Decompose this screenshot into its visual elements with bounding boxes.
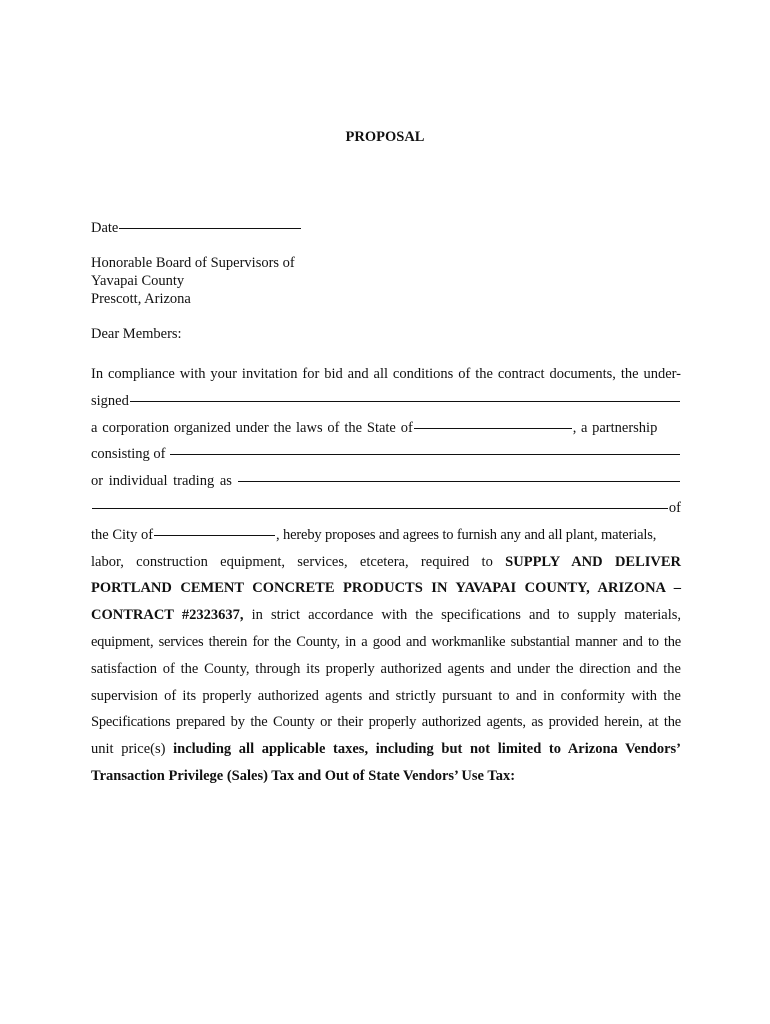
- body-line-10: [91, 602, 681, 629]
- body-line-12: satisfaction of the County, through its properly authorized agents and under the direction and the: [91, 660, 681, 677]
- body-line-15: [91, 736, 681, 763]
- taxes-text: including all applicable taxes, including but not limited to Arizona Vendors’: [173, 741, 681, 758]
- proposes-text: , hereby proposes and agrees to furnish any and all plant, materials,: [276, 526, 657, 543]
- address-line-1: Honorable Board of Supervisors of: [91, 255, 295, 271]
- signed-label: signed: [91, 392, 129, 409]
- state-label: a corporation organized under the laws of the State of: [91, 419, 413, 436]
- body-line-6: [91, 495, 681, 522]
- trading-blank[interactable]: [238, 481, 680, 482]
- city-label: the City of: [91, 526, 154, 543]
- address-line-2: Yavapai County: [91, 273, 185, 289]
- salutation: Dear Members:: [91, 326, 182, 342]
- body-line-8: [91, 549, 681, 576]
- body-line-16: Transaction Privilege (Sales) Tax and Out of State Vendors’ Use Tax:: [91, 767, 516, 784]
- required-text: labor, construction equipment, services, etcetera, required to: [91, 553, 493, 570]
- body-line-7: [91, 522, 681, 549]
- state-blank[interactable]: [414, 428, 572, 429]
- recipient-address: [91, 254, 681, 308]
- consisting-blank[interactable]: [170, 454, 680, 455]
- supply-deliver-text: SUPPLY AND DELIVER: [505, 553, 682, 570]
- proposal-body: [91, 361, 681, 790]
- body-line-1: In compliance with your invitation for bid and all conditions of the contract documents, the under-: [91, 366, 681, 382]
- trading-label: or individual trading as: [91, 473, 232, 490]
- unit-price-text: unit price(s): [91, 741, 174, 758]
- address-line-3: Prescott, Arizona: [91, 291, 191, 307]
- body-line-13: supervision of its properly authorized agents and strictly pursuant to and in conformity with the: [91, 687, 681, 704]
- of-label: of: [668, 499, 681, 516]
- body-line-14: Specifications prepared by the County or their properly authorized agents, as provided herein, at the: [91, 714, 681, 731]
- signed-blank[interactable]: [130, 401, 680, 402]
- body-line-4: [91, 441, 681, 468]
- date-blank[interactable]: [119, 228, 301, 229]
- date-field: [91, 219, 681, 237]
- body-line-2: [91, 388, 681, 415]
- date-label: Date: [91, 220, 119, 236]
- city-prefix-blank[interactable]: [92, 508, 668, 509]
- consisting-label: consisting of: [91, 446, 166, 463]
- accordance-text: in strict accordance with the specifications and to supply materials,: [243, 607, 681, 624]
- page-title: PROPOSAL: [345, 129, 425, 145]
- contract-number: CONTRACT #2323637,: [91, 607, 244, 624]
- body-line-5: [91, 468, 681, 495]
- body-line-11: equipment, services therein for the County, in a good and workmanlike substantial manner and to the: [91, 633, 681, 650]
- city-blank[interactable]: [154, 535, 275, 536]
- body-line-3: [91, 415, 681, 442]
- partnership-label: , a partnership: [572, 419, 658, 436]
- body-line-9: PORTLAND CEMENT CONCRETE PRODUCTS IN YAVAPAI COUNTY, ARIZONA –: [91, 580, 681, 597]
